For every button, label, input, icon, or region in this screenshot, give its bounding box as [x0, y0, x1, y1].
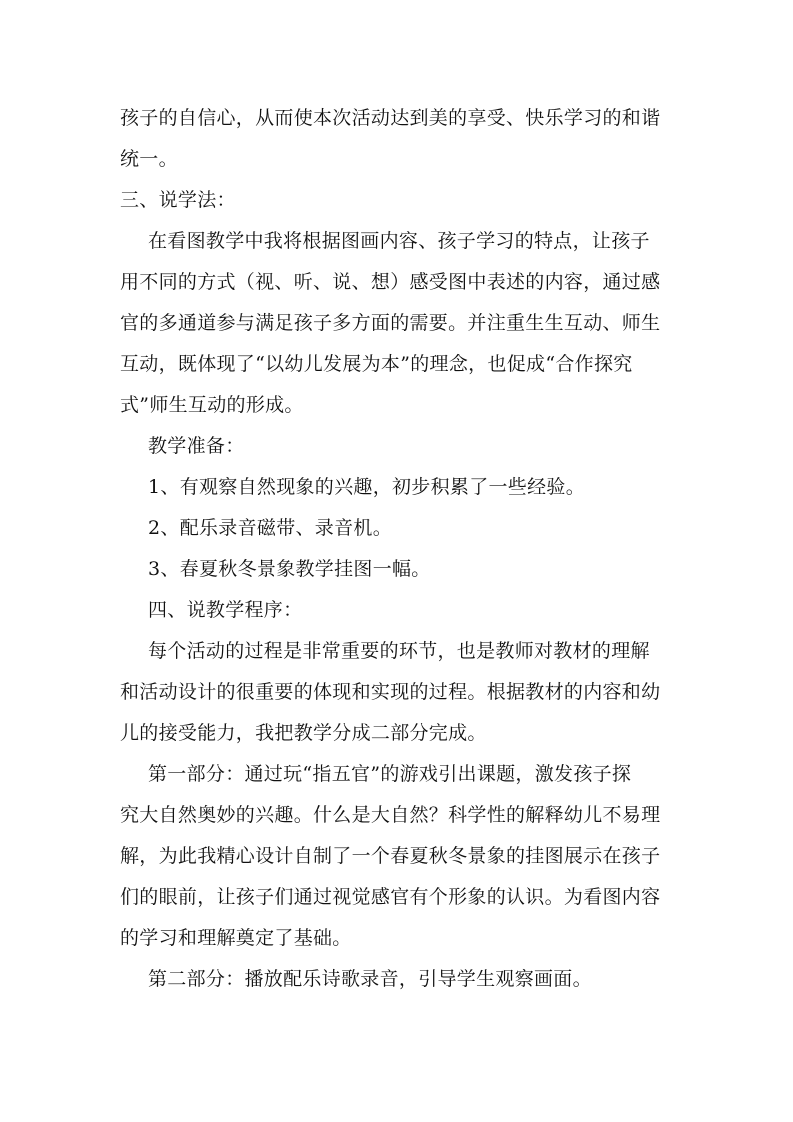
paragraph-line: 孩子的自信心，从而使本次活动达到美的享受、快乐学习的和谐: [120, 107, 661, 129]
list-item: 3、春夏秋冬景象教学挂图一幅。: [148, 558, 431, 580]
section-heading: 四、说教学程序：: [148, 599, 303, 621]
paragraph-line: 式”师生互动的形成。: [120, 394, 304, 416]
paragraph-line: 每个活动的过程是非常重要的环节，也是教师对教材的理解: [148, 640, 650, 662]
list-item: 1、有观察自然现象的兴趣，初步积累了一些经验。: [148, 476, 585, 498]
paragraph-line: 统一。: [120, 148, 178, 170]
section-heading: 三、说学法：: [120, 189, 236, 211]
document-body: [120, 98, 680, 1000]
list-item: 2、配乐录音磁带、录音机。: [148, 517, 392, 539]
subheading: 教学准备：: [148, 435, 245, 457]
paragraph-line: 和活动设计的很重要的体现和实现的过程。根据教材的内容和幼: [120, 681, 661, 703]
paragraph-line: 儿的接受能力，我把教学分成二部分完成。: [120, 722, 487, 744]
paragraph-line: 的学习和理解奠定了基础。: [120, 927, 352, 949]
paragraph-line: 究大自然奥妙的兴趣。什么是大自然？科学性的解释幼儿不易理: [120, 804, 661, 826]
paragraph-line: 在看图教学中我将根据图画内容、孩子学习的特点，让孩子: [148, 230, 650, 252]
paragraph-line: 解，为此我精心设计自制了一个春夏秋冬景象的挂图展示在孩子: [120, 845, 661, 867]
paragraph-line: 用不同的方式（视、听、说、想）感受图中表述的内容，通过感: [120, 271, 661, 293]
paragraph-line: 官的多通道参与满足孩子多方面的需要。并注重生生互动、师生: [120, 312, 661, 334]
paragraph-line: 互动，既体现了“以幼儿发展为本”的理念，也促成“合作探究: [120, 353, 633, 375]
paragraph-line: 们的眼前，让孩子们通过视觉感官有个形象的认识。为看图内容: [120, 886, 661, 908]
paragraph-line: 第二部分：播放配乐诗歌录音，引导学生观察画面。: [148, 968, 592, 990]
paragraph-line: 第一部分：通过玩“指五官”的游戏引出课题，激发孩子探: [148, 763, 632, 785]
